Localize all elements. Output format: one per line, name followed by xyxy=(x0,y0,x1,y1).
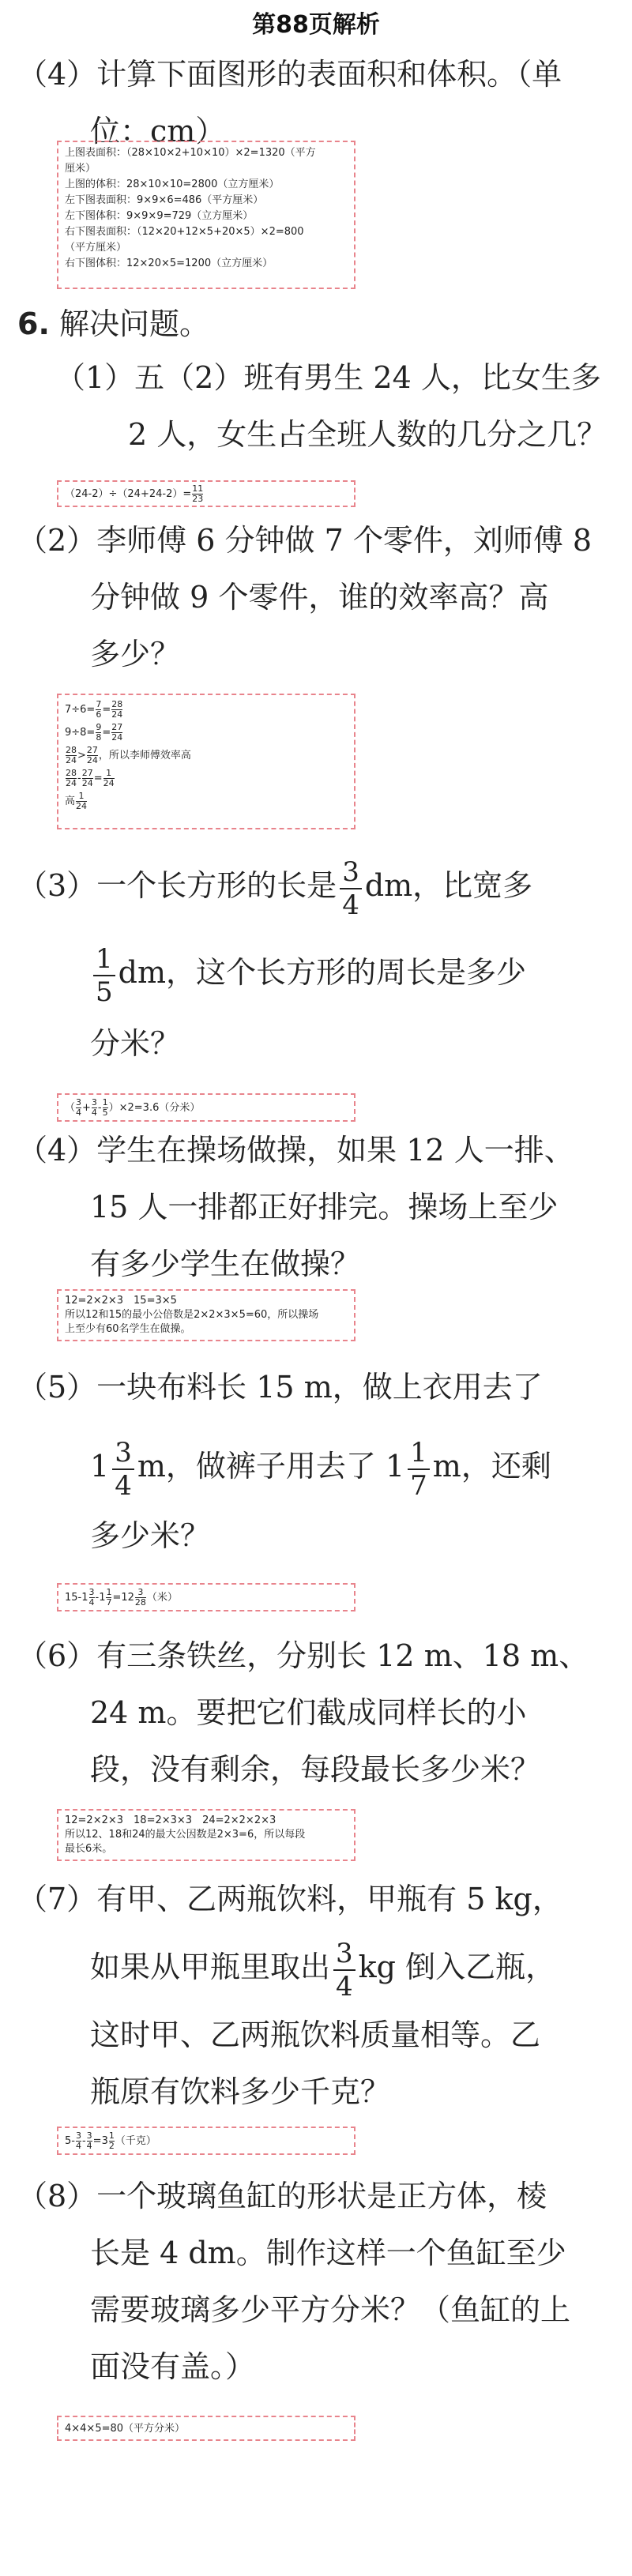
question-8 xyxy=(17,2168,616,2395)
section-title: 解决问题。 xyxy=(58,306,209,341)
question-5 xyxy=(17,1348,616,1566)
page-title: 第88页解析 xyxy=(252,11,380,39)
question-text: （4）学生在操场做操，如果 12 人一排、 xyxy=(17,1133,574,1168)
question-7 xyxy=(17,1871,616,2120)
answer-box-7: 5- $\frac{3}{4}$ - $\frac{3}{4}$ =3 $\frac{1}{2}$ （千克） xyxy=(57,2127,356,2155)
question-text: 如果从甲瓶里取出 $\frac{3}{4}$ kg 倒入乙瓶， xyxy=(90,1937,556,2003)
question-text: 24 m。要把它们截成同样长的小 xyxy=(90,1695,527,1730)
question-text: （7）有甲、乙两瓶饮料，甲瓶有 5 kg， xyxy=(17,1882,562,1916)
question-text: 段，没有剩余，每段最长多少米？ xyxy=(90,1752,541,1787)
question-text: （2）李师傅 6 分钟做 7 个零件，刘师傅 8 xyxy=(17,523,592,558)
answer-box-1 xyxy=(57,480,356,507)
answer-box-5: 15-1 $\frac{3}{4}$ -1 $\frac{1}{7}$ =12 $\frac{3}{28}$ （米） xyxy=(57,1583,356,1611)
answer-line: 上图的体积：28×10×10=2800（立方厘米） xyxy=(65,179,280,190)
fraction: $\frac{1}{7}$ xyxy=(408,1437,430,1502)
answer-expr: （24-2）÷（24+24-2）= xyxy=(65,488,192,500)
answer-line: 左下图体积：9×9×9=729（立方厘米） xyxy=(65,210,254,222)
answer-line: 12=2×2×3 18=2×3×3 24=2×2×2×3 xyxy=(65,1814,276,1826)
question-text: 这时甲、乙两瓶饮料质量相等。乙 xyxy=(90,2018,541,2052)
answer-line: 所以12和15的最小公倍数是2×2×3×5=60，所以操场 xyxy=(65,1309,319,1321)
answer-line: 高 $\frac{1}{24}$ xyxy=(65,791,88,811)
question-text: 分米？ xyxy=(90,1026,181,1061)
answer-line: 右下图表面积：（12×20+12×5+20×5）×2=800 xyxy=(65,226,304,238)
section-number: 6. xyxy=(17,306,50,341)
answer-line: $\frac{28}{24}$ - $\frac{27}{24}$ = $\frac{1}{24}$ xyxy=(66,768,115,788)
answer-line: 厘米） xyxy=(65,163,96,175)
question-text: 面没有盖。） xyxy=(90,2349,256,2384)
question-3 xyxy=(17,842,616,1071)
section-heading xyxy=(17,300,209,348)
answer-box-4 xyxy=(57,1289,356,1341)
answer-line: $\frac{28}{24}$ > $\frac{27}{24}$ ，所以李师傅效率高 xyxy=(66,745,191,765)
answer-line: 最长6米。 xyxy=(65,1843,113,1855)
question-text: 分钟做 9 个零件，谁的效率高？高 xyxy=(90,580,549,615)
answer-line: （平方厘米） xyxy=(65,242,127,254)
question-text: （5）一块布料长 15 m，做上衣用去了 xyxy=(17,1370,543,1405)
answer-box-3: （ $\frac{3}{4}$ + $\frac{3}{4}$ - $\frac{1}{5}$ ）×2=3.6（分米） xyxy=(57,1093,356,1122)
question-text: 有多少学生在做操？ xyxy=(90,1247,361,1281)
answer-line: 左下图表面积：9×9×6=486（平方厘米） xyxy=(65,194,264,206)
answer-line: 上图表面积：（28×10×2+10×10）×2=1320（平方 xyxy=(65,147,316,159)
answer-line: 12=2×2×3 15=3×5 xyxy=(65,1295,177,1307)
question-2 xyxy=(17,512,616,683)
answer-box-6 xyxy=(57,1809,356,1861)
answer-line: 7÷6= $\frac{7}{6}$ = $\frac{28}{24}$ xyxy=(65,699,123,720)
answer-line: 上至少有60名学生在做操。 xyxy=(65,1323,191,1335)
question-text: 2 人，女生占全班人数的几分之几？ xyxy=(128,417,608,452)
answer-line: 右下图体积：12×20×5=1200（立方厘米） xyxy=(65,258,273,269)
question-text: （1）五（2）班有男生 24 人，比女生多 xyxy=(55,360,601,395)
question-1 xyxy=(55,349,616,463)
question-text: 长是 4 dm。制作这样一个鱼缸至少 xyxy=(90,2236,566,2270)
question-4-students xyxy=(17,1122,616,1292)
answer-box-8 xyxy=(57,2416,356,2441)
answer-box-4a xyxy=(57,141,356,289)
fraction: $\frac{3}{4}$ xyxy=(340,856,362,921)
question-text: 位：cm） xyxy=(90,114,226,149)
question-text: 15 人一排都正好排完。操场上至少 xyxy=(90,1190,559,1224)
question-text: 多少米？ xyxy=(90,1518,211,1553)
question-text: （4）计算下面图形的表面积和体积。（单 xyxy=(17,57,562,92)
question-6 xyxy=(17,1627,616,1798)
answer-box-2 xyxy=(57,694,356,829)
answer-line: 9÷8= $\frac{9}{8}$ = $\frac{27}{24}$ xyxy=(65,722,123,743)
question-text: 需要玻璃多少平方分米？（鱼缸的上 xyxy=(90,2292,571,2327)
answer-fraction: $\frac{11}{23}$ xyxy=(192,483,204,504)
question-text: 瓶原有饮料多少千克？ xyxy=(90,2074,391,2109)
fraction: $\frac{3}{4}$ xyxy=(333,1938,356,2003)
fraction: $\frac{3}{4}$ xyxy=(112,1437,134,1502)
question-text: （3）一个长方形的长是 $\frac{3}{4}$ dm，比宽多 xyxy=(17,856,533,921)
answer-line: 所以12、18和24的最大公因数是2×3=6，所以每段 xyxy=(65,1829,306,1841)
question-text: （6）有三条铁丝，分别长 12 m、18 m、 xyxy=(17,1638,589,1673)
fraction: $\frac{1}{5}$ xyxy=(93,943,115,1008)
question-text: （8）一个玻璃鱼缸的形状是正方体，棱 xyxy=(17,2179,547,2213)
answer-line: 4×4×5=80（平方分米） xyxy=(65,2423,186,2435)
question-text: 1 $\frac{3}{4}$ m，做裤子用去了 1 $\frac{1}{7}$ m，还剩 xyxy=(90,1436,551,1502)
question-text: 多少？ xyxy=(90,637,181,671)
question-text: $\frac{1}{5}$ dm，这个长方形的周长是多少 xyxy=(17,929,616,1016)
